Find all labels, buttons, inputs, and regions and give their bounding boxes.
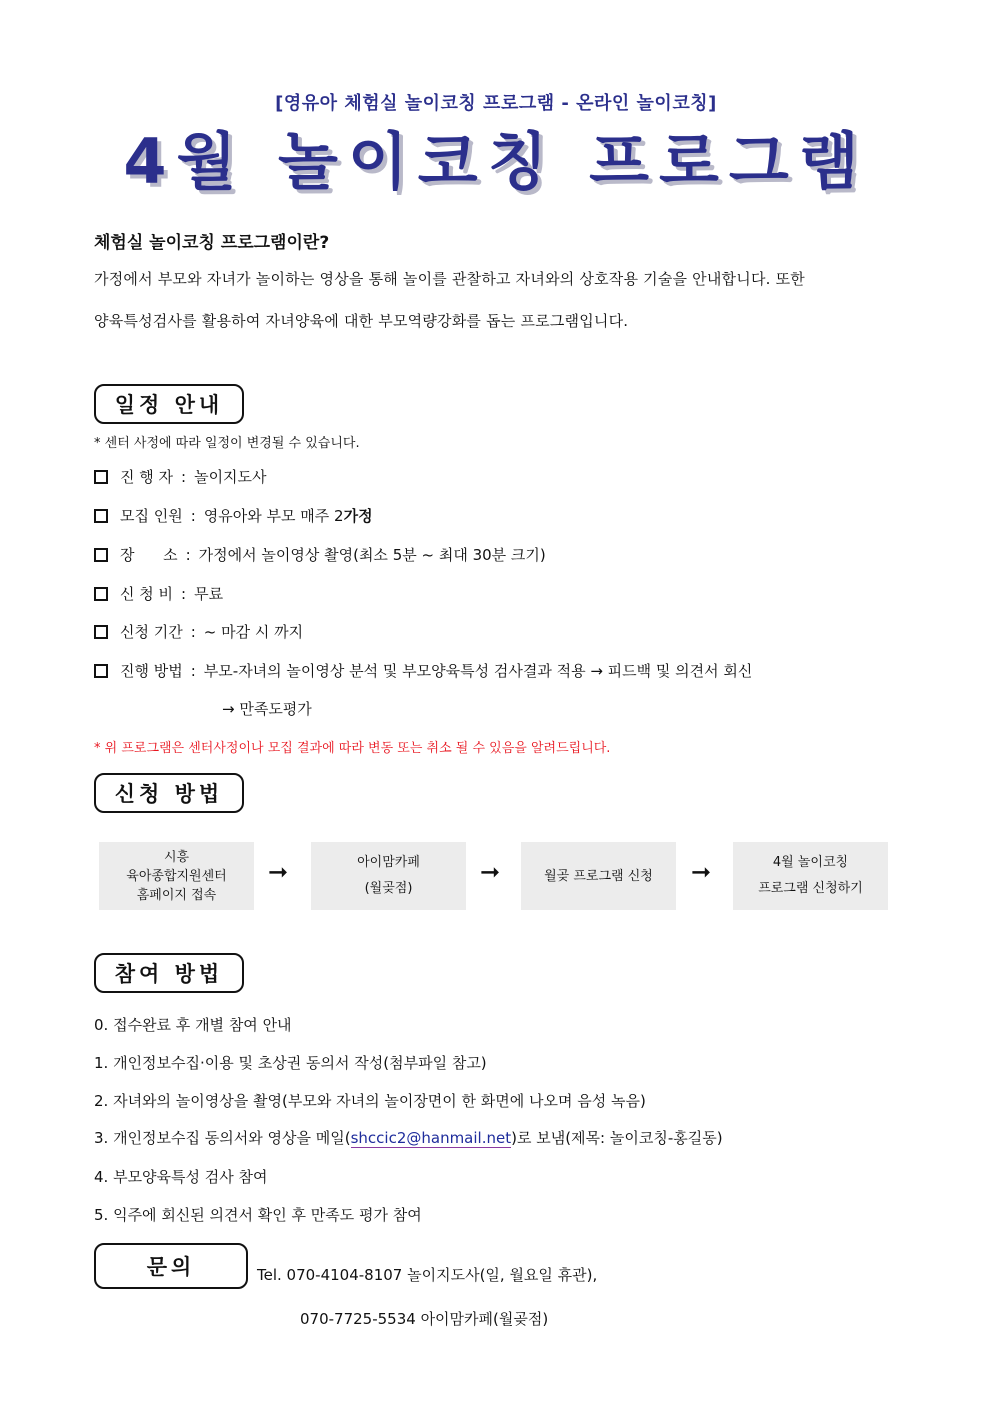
flow-step-text: 월곶 프로그램 신청 bbox=[544, 868, 653, 884]
arrow-right-icon: ➞ bbox=[480, 858, 501, 886]
schedule-item-label: 신 청 비 bbox=[120, 585, 174, 603]
participate-step-2: 2. 자녀와의 놀이영상을 촬영(부모와 자녀의 놀이장면이 한 화면에 나오며 음성 녹음) bbox=[94, 1092, 646, 1110]
flow-step-cafe bbox=[311, 842, 466, 910]
checkbox-square-icon bbox=[94, 664, 108, 678]
arrow-right-icon: ➞ bbox=[691, 858, 712, 886]
schedule-item-value: 영유아와 부모 매주 2 bbox=[203, 507, 344, 525]
schedule-method-continuation: → 만족도평가 bbox=[222, 700, 312, 718]
schedule-item-label: 진 행 자 bbox=[120, 468, 174, 486]
participate-section-title: 참여 방법 bbox=[94, 953, 244, 993]
flow-step-homepage bbox=[99, 842, 254, 910]
participate-step-3 bbox=[94, 1127, 723, 1148]
page-title: 4월 놀이코칭 프로그램 bbox=[123, 125, 869, 198]
schedule-item-place: 장 소 : 가정에서 놀이영상 촬영(최소 5분 ~ 최대 30분 크기) bbox=[94, 544, 546, 565]
contact-line-2: 070-7725-5534 아이맘카페(월곶점) bbox=[300, 1310, 549, 1328]
participate-step-4: 4. 부모양육특성 검사 참여 bbox=[94, 1168, 268, 1186]
schedule-item-period: 신청 기간 : ~ 마감 시 까지 bbox=[94, 621, 303, 642]
checkbox-square-icon bbox=[94, 587, 108, 601]
schedule-item-value: ~ 마감 시 까지 bbox=[203, 623, 304, 641]
contact-section-title: 문의 bbox=[94, 1243, 248, 1289]
schedule-note: * 센터 사정에 따라 일정이 변경될 수 있습니다. bbox=[94, 436, 360, 451]
participate-step-3-prefix: 3. 개인정보수집 동의서와 영상을 메일( bbox=[94, 1129, 351, 1147]
participate-step-5: 5. 익주에 회신된 의견서 확인 후 만족도 평가 참여 bbox=[94, 1206, 422, 1224]
schedule-section-title: 일정 안내 bbox=[94, 384, 244, 424]
intro-line-2: 양육특성검사를 활용하여 자녀양육에 대한 부모역량강화를 돕는 프로그램입니다. bbox=[94, 312, 629, 330]
participate-step-0: 0. 접수완료 후 개별 참여 안내 bbox=[94, 1016, 292, 1034]
checkbox-square-icon bbox=[94, 470, 108, 484]
flow-step-program-apply bbox=[521, 842, 676, 910]
contact-line-1: Tel. 070-4104-8107 놀이지도사(일, 월요일 휴관), bbox=[257, 1266, 598, 1284]
subtitle: [영유아 체험실 놀이코칭 프로그램 - 온라인 놀이코칭] bbox=[275, 93, 717, 114]
schedule-item-value: 부모-자녀의 놀이영상 분석 및 부모양육특성 검사결과 적용 → 피드백 및 의견서 회신 bbox=[203, 662, 753, 680]
flow-step-text: 아이맘카페 bbox=[357, 855, 420, 870]
flow-step-text: 프로그램 신청하기 bbox=[758, 881, 863, 896]
apply-section-title: 신청 방법 bbox=[94, 773, 244, 813]
schedule-item-value: 가정에서 놀이영상 촬영(최소 5분 ~ 최대 30분 크기) bbox=[198, 546, 546, 564]
flow-step-text: 시흥 bbox=[163, 849, 190, 865]
participate-step-1: 1. 개인정보수집·이용 및 초상권 동의서 작성(첨부파일 참고) bbox=[94, 1054, 487, 1072]
checkbox-square-icon bbox=[94, 548, 108, 562]
schedule-item-label: 장 소 bbox=[120, 546, 178, 564]
flow-step-text: 육아종합지원센터 bbox=[126, 868, 227, 884]
participate-step-3-suffix: )로 보냄(제목: 놀이코칭-홍길동) bbox=[511, 1129, 723, 1147]
arrow-right-icon: ➞ bbox=[268, 858, 289, 886]
checkbox-square-icon bbox=[94, 625, 108, 639]
schedule-item-capacity: 모집 인원 : 영유아와 부모 매주 2 가정 bbox=[94, 505, 373, 526]
schedule-item-host: 진 행 자 : 놀이지도사 bbox=[94, 466, 267, 487]
schedule-item-label: 진행 방법 bbox=[120, 662, 183, 680]
schedule-item-value: 놀이지도사 bbox=[194, 468, 267, 486]
schedule-item-value-bold: 가정 bbox=[343, 507, 373, 525]
flow-step-text: (월곶점) bbox=[364, 881, 413, 896]
schedule-item-label: 신청 기간 bbox=[120, 623, 183, 641]
flow-step-text: 홈페이지 접속 bbox=[136, 887, 217, 903]
flow-step-april-apply bbox=[733, 842, 888, 910]
schedule-item-method: 진행 방법 : 부모-자녀의 놀이영상 분석 및 부모양육특성 검사결과 적용 → 피드백 및 의견서 회신 bbox=[94, 660, 752, 681]
intro-line-1: 가정에서 부모와 자녀가 놀이하는 영상을 통해 놀이를 관찰하고 자녀와의 상호작용 기술을 안내합니다. 또한 bbox=[94, 270, 805, 288]
schedule-warning: * 위 프로그램은 센터사정이나 모집 결과에 따라 변동 또는 취소 될 수 있음을 알려드립니다. bbox=[94, 741, 611, 756]
schedule-item-fee: 신 청 비 : 무료 bbox=[94, 583, 223, 604]
schedule-item-label: 모집 인원 bbox=[120, 507, 183, 525]
flow-step-text: 4월 놀이코칭 bbox=[772, 855, 849, 870]
email-link[interactable]: shccic2@hanmail.net bbox=[350, 1129, 512, 1147]
schedule-item-value: 무료 bbox=[194, 585, 224, 603]
checkbox-square-icon bbox=[94, 509, 108, 523]
intro-heading: 체험실 놀이코칭 프로그램이란? bbox=[94, 233, 330, 253]
